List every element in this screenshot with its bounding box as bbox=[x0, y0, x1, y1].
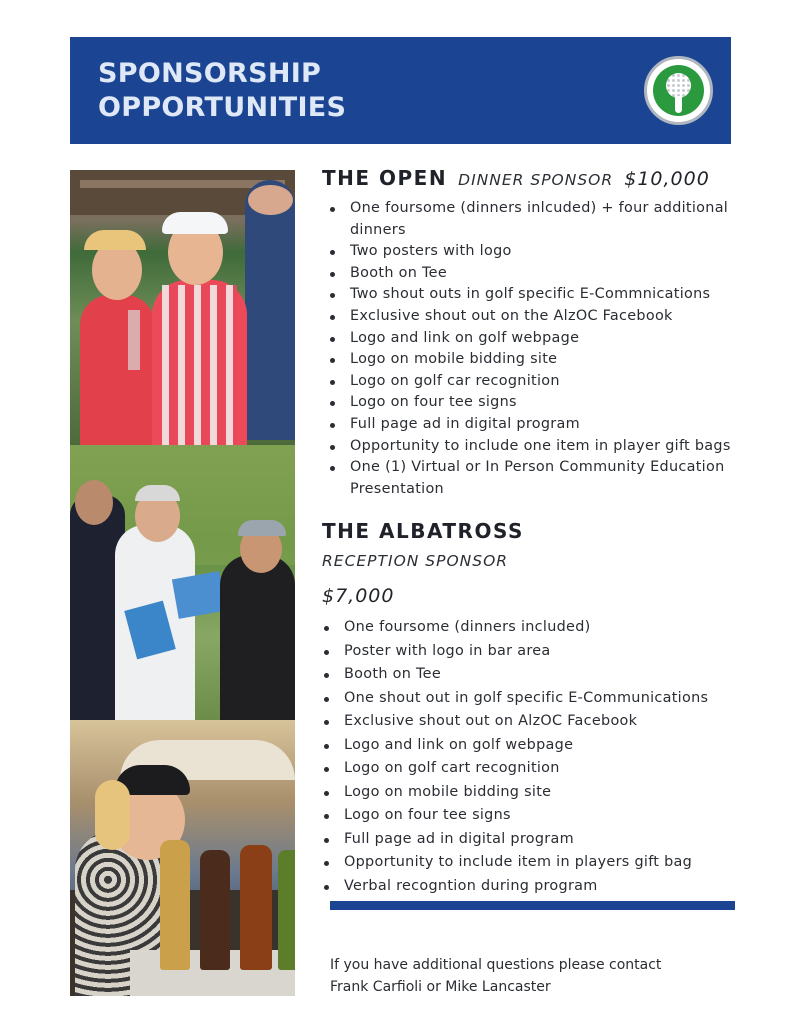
list-item: Opportunity to include one item in player gift bags bbox=[322, 436, 762, 458]
tier-the-open bbox=[322, 166, 762, 500]
tier-the-open-price: $10,000 bbox=[624, 168, 710, 190]
tier-the-albatross-benefits bbox=[316, 616, 762, 898]
list-item: One foursome (dinners included) bbox=[316, 616, 762, 640]
tier-the-albatross-name: THE ALBATROSS bbox=[322, 519, 524, 543]
list-item: Exclusive shout out on the AlzOC Facebook bbox=[322, 306, 762, 328]
contact-line-2: Frank Carfioli or Mike Lancaster bbox=[330, 979, 551, 995]
list-item: One shout out in golf specific E-Communications bbox=[316, 687, 762, 711]
list-item: Logo on four tee signs bbox=[322, 392, 762, 414]
list-item: Exclusive shout out on AlzOC Facebook bbox=[316, 710, 762, 734]
list-item: Booth on Tee bbox=[322, 263, 762, 285]
photo-women-with-wine bbox=[70, 170, 295, 445]
list-item: Verbal recogntion during program bbox=[316, 875, 762, 899]
header-banner bbox=[70, 37, 731, 144]
list-item: Full page ad in digital program bbox=[316, 828, 762, 852]
list-item: Two posters with logo bbox=[322, 241, 762, 263]
logo-green-circle bbox=[653, 65, 704, 116]
contact-line-1: If you have additional questions please contact bbox=[330, 957, 662, 973]
list-item: Poster with logo in bar area bbox=[316, 640, 762, 664]
section-divider bbox=[330, 901, 735, 910]
list-item: One (1) Virtual or In Person Community Education Presentation bbox=[322, 457, 762, 500]
list-item: Logo and link on golf webpage bbox=[322, 328, 762, 350]
page-title-line-2: OPPORTUNITIES bbox=[98, 92, 347, 123]
golf-ball-on-tee-icon bbox=[644, 56, 713, 125]
list-item: Logo on golf cart recognition bbox=[316, 757, 762, 781]
tier-the-open-benefits bbox=[322, 198, 762, 500]
golf-ball-icon bbox=[666, 73, 691, 98]
list-item: Logo on golf car recognition bbox=[322, 371, 762, 393]
photo-woman-with-beers bbox=[70, 720, 295, 996]
page-title-line-1: SPONSORSHIP bbox=[98, 58, 322, 89]
golf-tee-icon bbox=[675, 96, 682, 113]
tier-the-albatross-price: $7,000 bbox=[322, 585, 395, 607]
list-item: Opportunity to include item in players gift bag bbox=[316, 851, 762, 875]
list-item: Logo on four tee signs bbox=[316, 804, 762, 828]
tier-the-open-heading bbox=[322, 166, 762, 198]
list-item: Logo and link on golf webpage bbox=[316, 734, 762, 758]
tier-the-albatross-subtitle: RECEPTION SPONSOR bbox=[322, 552, 509, 570]
tier-the-open-name: THE OPEN bbox=[322, 166, 448, 190]
contact-note bbox=[330, 954, 750, 998]
tier-the-albatross bbox=[322, 516, 762, 898]
photo-column bbox=[70, 170, 295, 996]
list-item: Booth on Tee bbox=[316, 663, 762, 687]
photo-men-on-course bbox=[70, 445, 295, 720]
tier-the-open-subtitle: DINNER SPONSOR bbox=[458, 171, 614, 189]
page-title bbox=[98, 57, 346, 125]
list-item: Full page ad in digital program bbox=[322, 414, 762, 436]
list-item: Two shout outs in golf specific E-Commnications bbox=[322, 284, 762, 306]
list-item: One foursome (dinners inlcuded) + four additional dinners bbox=[322, 198, 762, 241]
list-item: Logo on mobile bidding site bbox=[322, 349, 762, 371]
list-item: Logo on mobile bidding site bbox=[316, 781, 762, 805]
